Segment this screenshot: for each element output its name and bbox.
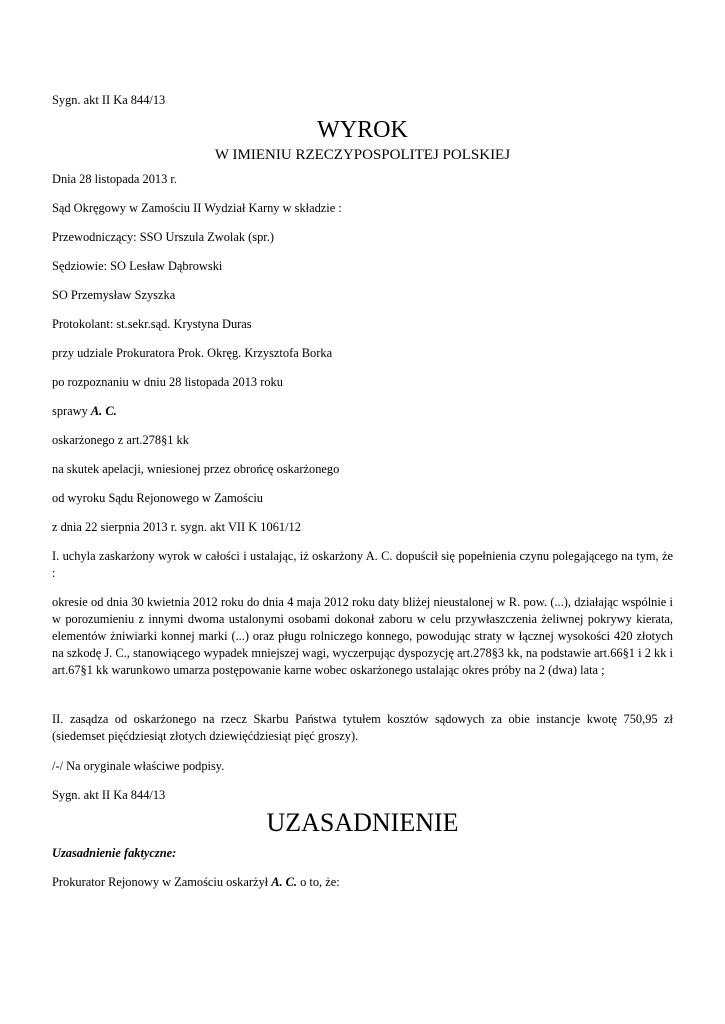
hearing-line: po rozpoznaniu w dniu 28 listopada 2013 roku bbox=[52, 375, 283, 389]
indictment-defendant-name: A. C. bbox=[271, 875, 298, 889]
judgment-date-line: z dnia 22 sierpnia 2013 r. sygn. akt VII K 1061/12 bbox=[52, 520, 301, 534]
ruling-point-1-detail: okresie od dnia 30 kwietnia 2012 roku do dnia 4 maja 2012 roku daty bliżej nieustalonej w R. pow. (...), działając wspólnie i w porozumieniu z innymi dwoma ustalonymi osobami dokonał zaboru w celu przywłaszczenia żeliwnej pokrywy kierata, elementów żniwiarki konnej marki (...) oraz pługu rolniczego konnego, powodując straty w łącznej wysokości 420 złotych na szkodę J. C., stanowiącego wypadek mniejszej wagi, wyczerpując dyspozycję art.278§3 kk, na podstawie art.66§1 i 2 kk i art.67§1 kk warunkowo umarza postępowanie karne wobec oskarżonego ustalając okres próby na 2 (dwa) lata ; bbox=[52, 595, 673, 677]
judgment-title: WYROK bbox=[317, 117, 408, 143]
indictment-suffix: o to, że: bbox=[297, 875, 340, 889]
factual-heading: Uzasadnienie faktyczne: bbox=[52, 846, 177, 860]
case-signature-top: Sygn. akt II Ka 844/13 bbox=[52, 93, 166, 107]
case-line bbox=[52, 403, 117, 420]
ruling-point-2: II. zasądza od oskarżonego na rzecz Skarbu Państwa tytułem kosztów sądowych za obie instancje kwotę 750,95 zł (siedemset pięćdziesiąt złotych dziewięćdziesiąt pięć groszy). bbox=[52, 712, 673, 743]
original-note: /-/ Na oryginale właściwe podpisy. bbox=[52, 759, 225, 773]
defendant-name: A. C. bbox=[90, 404, 117, 418]
judge2-line: SO Przemysław Szyszka bbox=[52, 288, 176, 302]
court-line: Sąd Okręgowy w Zamościu II Wydział Karny w składzie : bbox=[52, 201, 342, 215]
justification-title: UZASADNIENIE bbox=[266, 808, 459, 837]
clerk-line: Protokolant: st.sekr.sąd. Krystyna Duras bbox=[52, 317, 252, 331]
judgment-subtitle: W IMIENIU RZECZYPOSPOLITEJ POLSKIEJ bbox=[214, 147, 511, 163]
prosecutor-line: przy udziale Prokuratora Prok. Okręg. Krzysztofa Borka bbox=[52, 346, 333, 360]
indictment-prefix: Prokurator Rejonowy w Zamościu oskarżył bbox=[52, 875, 272, 889]
case-prefix: sprawy bbox=[52, 404, 91, 418]
date-line: Dnia 28 listopada 2013 r. bbox=[52, 172, 177, 186]
charge-line: oskarżonego z art.278§1 kk bbox=[52, 433, 189, 447]
indictment-line bbox=[52, 874, 340, 891]
appeal-line: na skutek apelacji, wniesionej przez obrońcę oskarżonego bbox=[52, 462, 340, 476]
ruling-point-1: I. uchyla zaskarżony wyrok w całości i ustalając, iż oskarżony A. C. dopuścił się popełnienia czynu polegającego na tym, że : bbox=[52, 549, 673, 580]
judges-line: Sędziowie: SO Lesław Dąbrowski bbox=[52, 259, 223, 273]
case-signature-bottom: Sygn. akt II Ka 844/13 bbox=[52, 788, 166, 802]
chair-line: Przewodniczący: SSO Urszula Zwolak (spr.) bbox=[52, 230, 274, 244]
judgment-from-line: od wyroku Sądu Rejonowego w Zamościu bbox=[52, 491, 263, 505]
